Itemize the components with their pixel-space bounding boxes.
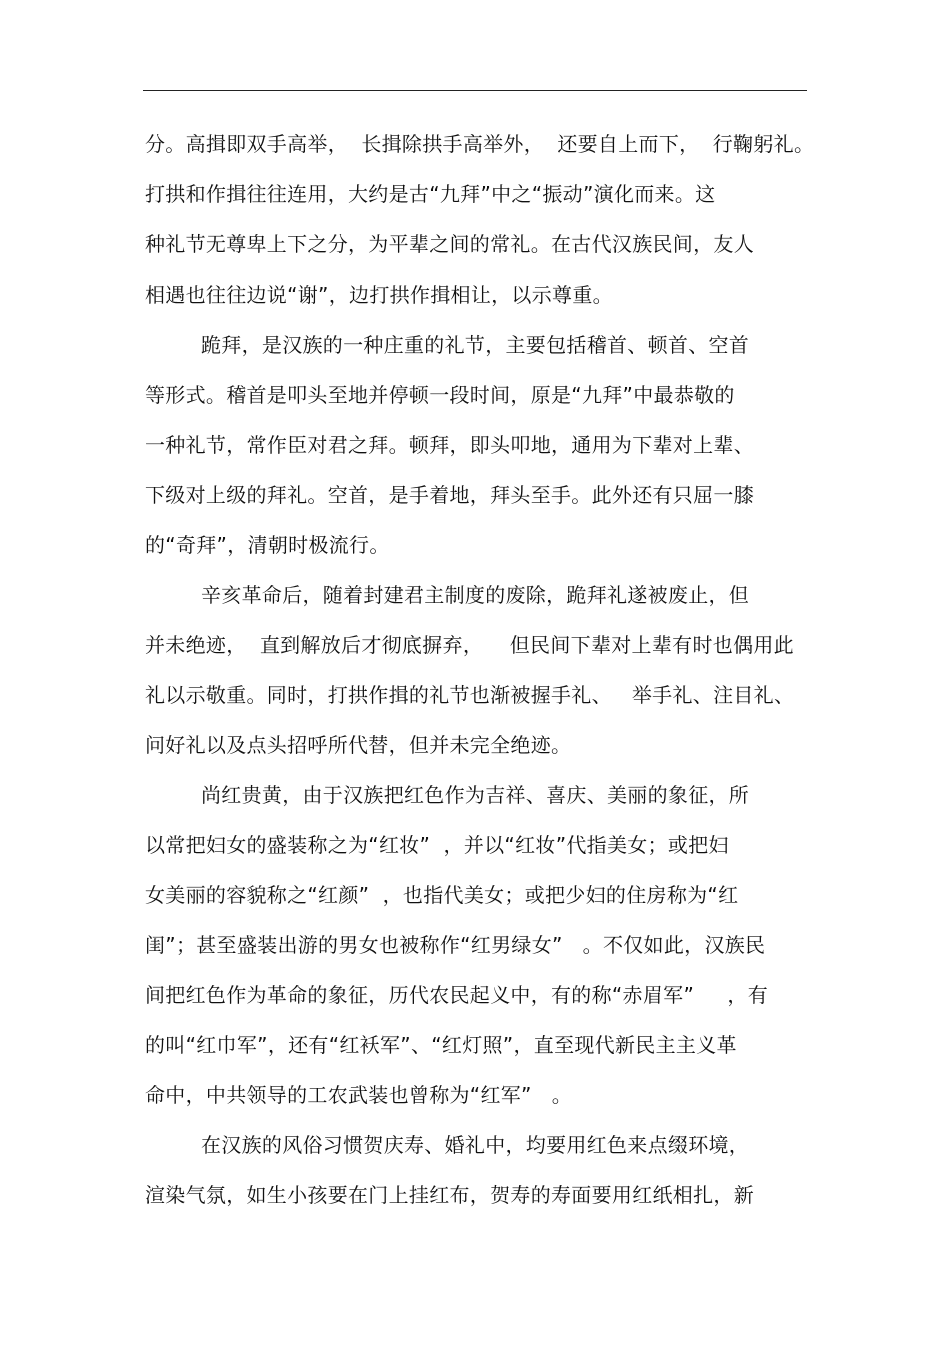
header-rule [143,90,807,91]
text-line: 打拱和作揖往往连用，大约是古“九拜”中之“振动”演化而来。这 [145,182,716,206]
text-line: 女美丽的容貌称之“红颜” ，也指代美女；或把少妇的住房称为“红 [145,883,739,907]
paragraph-first-line: 在汉族的风俗习惯贺庆寿、婚礼中，均要用红色来点缀环境， [201,1133,750,1157]
text-line: 的叫“红巾军”，还有“红袄军”、“红灯照”，直至现代新民主主义革 [145,1033,737,1057]
text-line: 下级对上级的拜礼。空首，是手着地，拜头至手。此外还有只屈一膝 [145,483,754,507]
text-line: 问好礼以及点头招呼所代替，但并未完全绝迹。 [145,733,572,757]
text-line: 种礼节无尊卑上下之分，为平辈之间的常礼。在古代汉族民间，友人 [145,232,754,256]
text-line: 礼以示敬重。同时，打拱作揖的礼节也渐被握手礼、 举手礼、注目礼、 [145,683,795,707]
paragraph-first-line: 尚红贵黄，由于汉族把红色作为吉祥、喜庆、美丽的象征，所 [201,783,750,807]
text-line: 等形式。稽首是叩头至地并停顿一段时间，原是“九拜”中最恭敬的 [145,383,735,407]
text-line: 以常把妇女的盛装称之为“红妆” ，并以“红妆”代指美女；或把妇 [145,833,729,857]
text-line: 一种礼节，常作臣对君之拜。顿拜，即头叩地，通用为下辈对上辈、 [145,433,754,457]
text-line: 分。高揖即双手高举， 长揖除拱手高举外， 还要自上而下， 行鞠躬礼。 [145,132,815,156]
text-line: 的“奇拜”，清朝时极流行。 [145,533,390,557]
text-line: 命中，中共领导的工农武装也曾称为“红军” 。 [145,1083,572,1107]
text-line: 相遇也往往边说“谢”，边打拱作揖相让，以示尊重。 [145,283,613,307]
text-line: 渲染气氛，如生小孩要在门上挂红布，贺寿的寿面要用红纸相扎，新 [145,1183,754,1207]
text-line: 闺”；甚至盛装出游的男女也被称作“红男绿女” 。不仅如此，汉族民 [145,933,766,957]
paragraph-first-line: 辛亥革命后，随着封建君主制度的废除，跪拜礼遂被废止，但 [201,583,750,607]
text-line: 间把红色作为革命的象征，历代农民起义中，有的称“赤眉军” ，有 [145,983,769,1007]
paragraph-first-line: 跪拜，是汉族的一种庄重的礼节，主要包括稽首、顿首、空首 [201,333,750,357]
text-line: 并未绝迹， 直到解放后才彻底摒弃， 但民间下辈对上辈有时也偶用此 [145,633,794,657]
